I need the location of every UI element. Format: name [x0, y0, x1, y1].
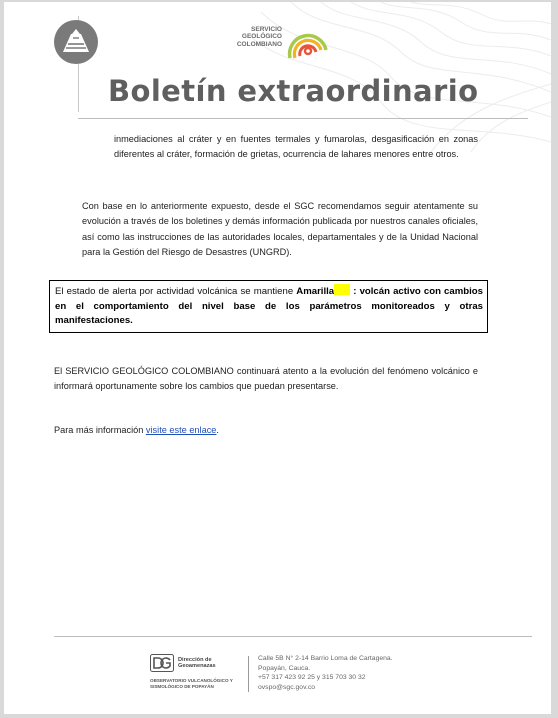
dg-line: Dirección de: [178, 657, 212, 663]
paragraph-continuation: inmediaciones al cráter y en fuentes termales y fumarolas, desgasificación en zonas diferentes al cráter, formación de grietas, ocurrencia de lahares menores entre otros.: [114, 134, 478, 160]
contact-address: Calle 5B N° 2-14 Barrio Loma de Cartagena.: [258, 655, 393, 662]
logo-line: SERVICIO: [251, 26, 282, 33]
alert-level-swatch: [334, 284, 350, 295]
dg-line: Geoamenazas: [178, 663, 216, 670]
geoamenazas-logo: [150, 654, 250, 694]
logo-line: GEOLÓGICO: [241, 33, 282, 41]
logo-line: COLOMBIANO: [236, 40, 282, 48]
footer-divider: [54, 636, 532, 637]
sgc-spiral-icon: [286, 20, 328, 60]
footer-separator: [248, 656, 249, 692]
more-info-period: .: [216, 425, 219, 435]
dg-mark-icon: [150, 654, 174, 672]
paragraph-closing: El SERVICIO GEOLÓGICO COLOMBIANO continuará atento a la evolución del fenómeno volcánico e informará oportunamente sobre los cambios que puedan presentarse.: [54, 366, 478, 392]
more-info-link[interactable]: visite este enlace: [145, 425, 217, 435]
alert-status-box: [49, 280, 488, 333]
paragraph-recommendation: Con base en lo anteriormente expuesto, desde el SGC recomendamos seguir atentamente su evolución a través de los boletines y demás información publicada por nuestros canales oficiales, así como las instrucciones de las autoridades locales, departamentales y de la Unidad Nacional para la Gestión del Riesgo de Desastres (UNGRD).: [82, 201, 478, 257]
observatory-line: OBSERVATORIO VULCANOLÓGICO Y: [150, 678, 233, 683]
contact-city: Popayán, Cauca.: [258, 664, 311, 672]
header-divider: [78, 118, 528, 119]
alert-prefix: El estado de alerta por actividad volcánica se mantiene: [55, 286, 294, 297]
more-info-text: Para más información: [54, 425, 144, 435]
contact-info: [258, 654, 393, 692]
alert-level: Amarilla: [296, 286, 335, 297]
bulletin-page: [4, 2, 551, 714]
contact-phone: +57 317 423 92 25 y 315 703 30 32: [258, 674, 366, 681]
more-info-line: [54, 423, 478, 438]
volcano-emblem-icon: [54, 20, 98, 64]
contact-email[interactable]: ovspo@sgc.gov.co: [258, 683, 316, 691]
page-title: Boletín extraordinario: [108, 74, 479, 108]
sgc-logo: [224, 20, 334, 60]
observatory-line: SISMOLÓGICO DE POPAYÁN: [150, 683, 214, 689]
alert-description: : volcán activo con cambios en el comportamiento del nivel base de los parámetros monitoreados y otras manifestaciones.: [55, 286, 483, 326]
